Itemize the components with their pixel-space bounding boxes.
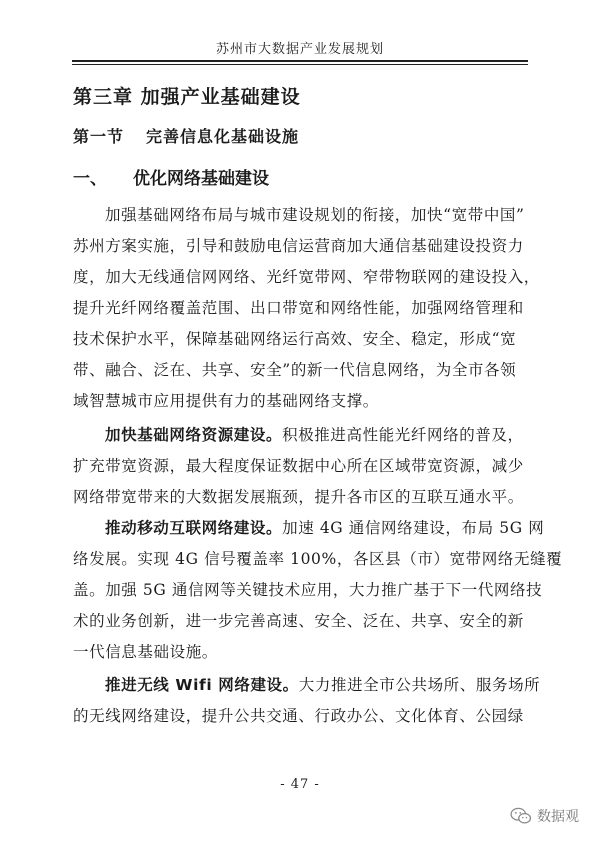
paragraph-line: 络发展。实现 4G 信号覆盖率 100%，各区县（市）宽带网络无缝覆 <box>73 550 563 568</box>
paragraph-line: 加强基础网络布局与城市建设规划的衔接，加快“宽带中国” <box>105 206 525 224</box>
header-rule-thin <box>72 64 528 65</box>
paragraph-line: 的无线网络建设，提升公共交通、行政办公、文化体育、公园绿 <box>73 707 524 725</box>
paragraph-line: 术的业务创新，进一步完善高速、安全、泛在、共享、安全的新 <box>73 612 524 630</box>
paragraph-line: 带、融合、泛在、共享、安全”的新一代信息网络，为全市各领 <box>73 361 517 379</box>
paragraph-line: 盖。加强 5G 通信网等关键技术应用，大力推广基于下一代网络技 <box>73 581 543 599</box>
running-header: 苏州市大数据产业发展规划 <box>215 42 384 57</box>
wechat-icon <box>510 807 532 825</box>
section-number: 第一节 <box>73 127 125 146</box>
watermark <box>510 806 579 826</box>
paragraph-lead: 推动移动互联网络建设。 <box>105 519 283 537</box>
section-title: 完善信息化基础设施 <box>146 127 300 146</box>
paragraph-line: 域智慧城市应用提供有力的基础网络支撑。 <box>73 392 379 410</box>
header-rule <box>72 60 528 62</box>
paragraph-line: 一代信息基础设施。 <box>73 643 218 661</box>
paragraph-basic-network-resources <box>73 420 533 513</box>
paragraph-wireless-wifi <box>73 670 541 732</box>
paragraph-network-layout <box>73 200 540 417</box>
paragraph-line: 苏州方案实施，引导和鼓励电信运营商加大通信基础建设投资力 <box>73 237 524 255</box>
section-heading <box>73 124 299 147</box>
paragraph-line: 推进无线 Wifi 网络建设。大力推进全市公共场所、服务场所 <box>105 676 541 694</box>
subsection-title: 优化网络基础建设 <box>133 169 269 189</box>
paragraph-line: 加快基础网络资源建设。积极推进高性能光纤网络的普及， <box>105 426 524 444</box>
paragraph-line: 技术保护水平，保障基础网络运行高效、安全、稳定，形成“宽 <box>73 330 517 348</box>
paragraph-lead: 推进无线 Wifi 网络建设。 <box>105 676 299 694</box>
paragraph-line: 度，加大无线通信网网络、光纤宽带网、窄带物联网的建设投入， <box>73 268 540 286</box>
subsection-heading <box>73 164 269 189</box>
paragraph-line: 推动移动互联网络建设。加速 4G 通信网络建设，布局 5G 网 <box>105 519 545 537</box>
subsection-number: 一、 <box>73 169 107 189</box>
chapter-heading: 第三章 加强产业基础建设 <box>73 86 301 108</box>
page-number: - 47 - <box>280 777 320 792</box>
paragraph-lead: 加快基础网络资源建设。 <box>105 426 283 444</box>
paragraph-line: 提升光纤网络覆盖范围、出口带宽和网络性能，加强网络管理和 <box>73 299 524 317</box>
paragraph-line: 网络带宽带来的大数据发展瓶颈，提升各市区的互联互通水平。 <box>73 488 524 506</box>
paragraph-mobile-internet <box>73 513 563 668</box>
watermark-text: 数据观 <box>537 809 579 825</box>
paragraph-line: 扩充带宽资源，最大程度保证数据中心所在区域带宽资源，减少 <box>73 457 524 475</box>
